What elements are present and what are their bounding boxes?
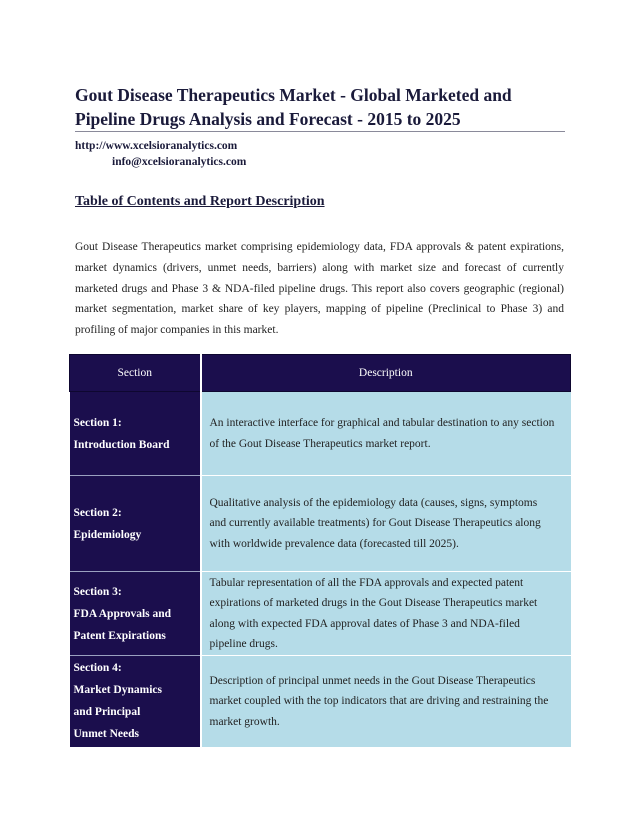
description-cell: Description of principal unmet needs in the Gout Disease Therapeutics market coupled with the top indicators that are driving and restraining the market growth. [201, 656, 571, 747]
toc-table [69, 354, 571, 747]
description-cell: Tabular representation of all the FDA approvals and expected patent expirations of marketed drugs in the Gout Disease Therapeutics market along with expected FDA approval dates of Phase 3 and NDA-filed pipeline drugs. [201, 572, 571, 656]
toc-heading: Table of Contents and Report Description [75, 194, 325, 209]
table-row [70, 392, 571, 476]
section-name: Market Dynamics [73, 684, 162, 697]
table-row [70, 656, 571, 747]
table-header-row [70, 355, 571, 392]
section-name: FDA Approvals and [73, 607, 172, 620]
section-name: Unmet Needs [73, 728, 139, 741]
title-divider [75, 131, 565, 132]
section-number: Section 1: [73, 416, 122, 429]
section-name: Introduction Board [73, 438, 170, 451]
table-row [70, 572, 571, 656]
section-name: Epidemiology [73, 528, 142, 541]
section-name: and Principal [73, 706, 141, 719]
website-url[interactable]: http://www.xcelsioranalytics.com [75, 140, 238, 152]
section-cell [70, 476, 201, 572]
header-section: Section [70, 355, 201, 392]
description-cell: Qualitative analysis of the epidemiology data (causes, signs, symptoms and currently available treatments) for Gout Disease Therapeutics along with worldwide prevalence data (forecasted till 2025). [201, 476, 571, 572]
section-name: Patent Expirations [73, 629, 166, 642]
description-cell: An interactive interface for graphical and tabular destination to any section of the Gout Disease Therapeutics market report. [201, 392, 571, 476]
section-number: Section 4: [73, 662, 122, 675]
document-title: Gout Disease Therapeutics Market - Global Marketed and Pipeline Drugs Analysis and Forecast - 2015 to 2025 [75, 85, 512, 129]
section-cell [70, 572, 201, 656]
section-number: Section 2: [73, 506, 122, 519]
section-cell [70, 656, 201, 747]
section-number: Section 3: [73, 585, 122, 598]
table-row [70, 476, 571, 572]
contact-email[interactable]: info@xcelsioranalytics.com [112, 156, 247, 168]
section-cell [70, 392, 201, 476]
header-description: Description [201, 355, 571, 392]
report-description: Gout Disease Therapeutics market comprising epidemiology data, FDA approvals & patent expirations, market dynamics (drivers, unmet needs, barriers) along with market size and forecast of currently marketed drugs and Phase 3 & NDA-filed pipeline drugs. This report also covers geographic (regional) market segmentation, market share of key players, mapping of pipeline (Preclinical to Phase 3) and profiling of major companies in this market. [75, 241, 564, 337]
